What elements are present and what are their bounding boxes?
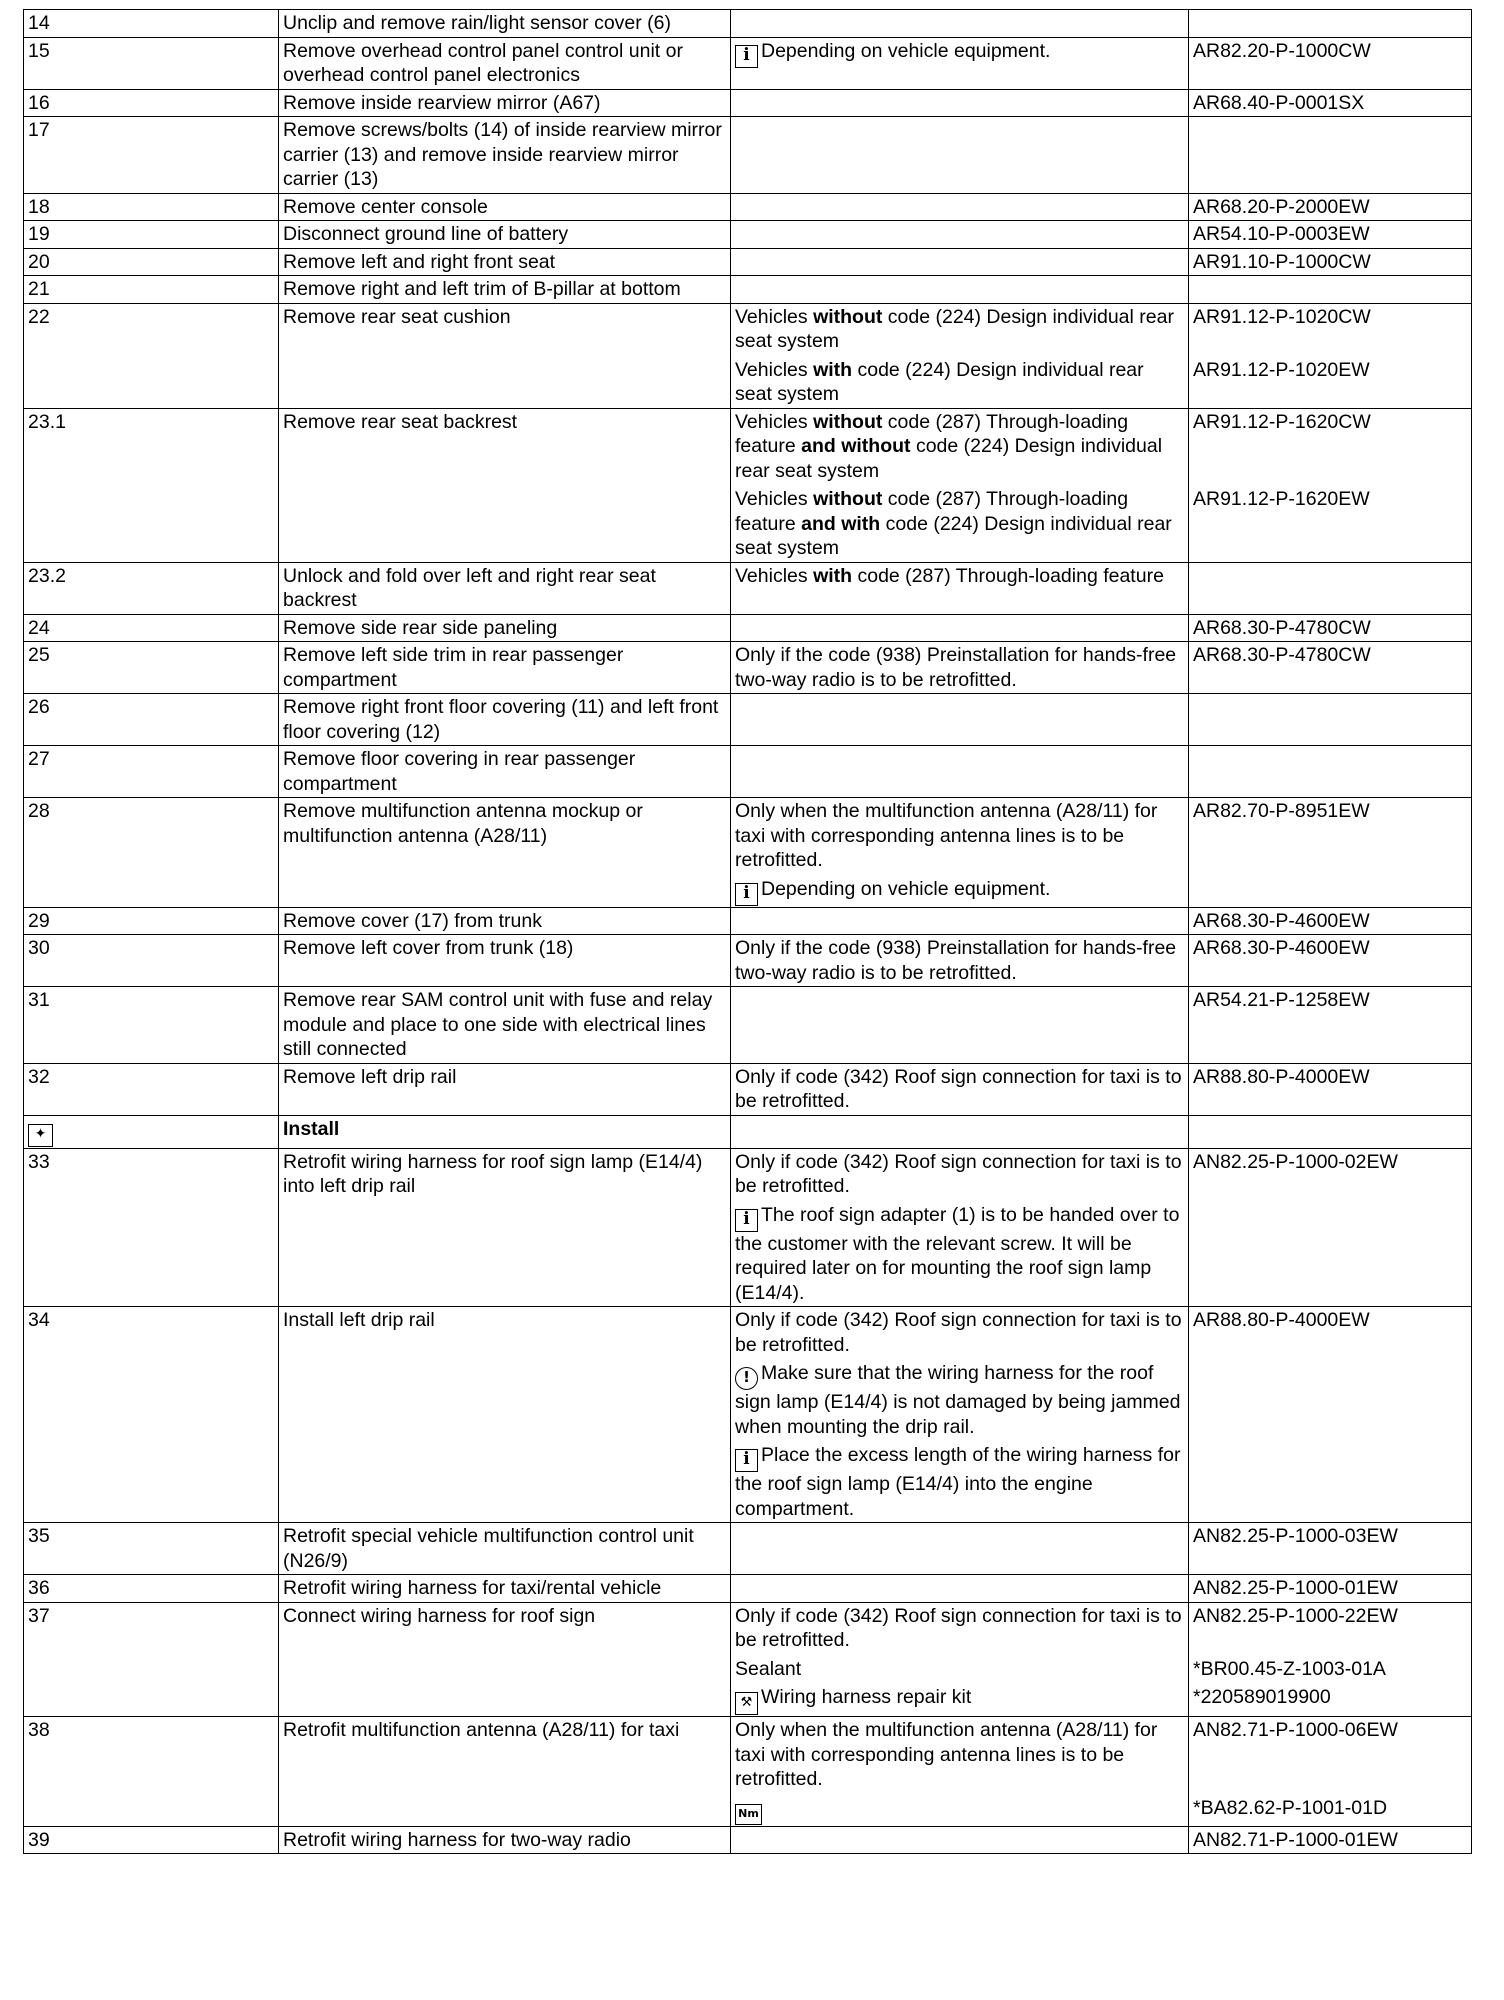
info-icon: i: [735, 1449, 758, 1472]
note-text: Only when the multifunction antenna (A28/11) for taxi with corresponding antenna lines is to be retrofitted.: [735, 800, 1158, 871]
step-action-text: Install: [283, 1117, 340, 1140]
step-number-text: 27: [28, 748, 50, 770]
step-notes: [731, 935, 1189, 987]
note-line: [735, 1361, 1185, 1439]
step-number-text: 30: [28, 937, 50, 959]
step-notes: [731, 10, 1189, 38]
step-action-text: Unlock and fold over left and right rear seat backrest: [283, 564, 656, 611]
step-action-text: Remove right front floor covering (11) and left front floor covering (12): [283, 696, 719, 743]
step-reference: [1189, 1063, 1472, 1115]
note-line: [735, 39, 1185, 68]
note-line: [735, 1718, 1185, 1792]
info-icon: i: [735, 45, 758, 68]
note-text: code (224) Design individual rear seat system: [735, 435, 1163, 482]
reference-code: AN82.71-P-1000-01EW: [1193, 1828, 1398, 1851]
table-row: [24, 303, 1472, 408]
step-number-text: 20: [28, 250, 50, 273]
step-notes: [731, 221, 1189, 249]
note-line: [735, 358, 1185, 407]
step-action: [279, 1115, 731, 1148]
note-line: [735, 1657, 1185, 1682]
reference-code: *220589019900: [1193, 1686, 1331, 1708]
step-action: [279, 907, 731, 935]
step-number: [24, 276, 279, 304]
step-number: [24, 1575, 279, 1603]
note-text: Vehicles: [735, 488, 814, 510]
note-line: [735, 1604, 1185, 1653]
step-number-text: 23.1: [28, 410, 66, 433]
step-action: [279, 614, 731, 642]
note-text: code (224) Design individual rear seat system: [735, 512, 1172, 559]
step-action-text: Unclip and remove rain/light sensor cover (6): [283, 12, 672, 34]
reference-code: AR91.10-P-1000CW: [1193, 250, 1371, 273]
note-text: code (224) Design individual rear seat system: [735, 358, 1144, 405]
reference-code: *BR00.45-Z-1003-01A: [1193, 1657, 1386, 1680]
table-row: [24, 221, 1472, 249]
note-text: Only if code (342) Roof sign connection for taxi is to be retrofitted.: [735, 1150, 1182, 1197]
step-action-text: Remove rear seat cushion: [283, 305, 511, 328]
step-reference: [1189, 248, 1472, 276]
step-action: [279, 1575, 731, 1603]
step-action-text: Remove cover (17) from trunk: [283, 909, 542, 932]
step-number-text: 32: [28, 1065, 50, 1088]
step-action-text: Retrofit wiring harness for two-way radio: [283, 1828, 631, 1851]
step-reference: [1189, 1307, 1472, 1523]
step-number: [24, 935, 279, 987]
note-text: Depending on vehicle equipment.: [761, 877, 1051, 900]
step-action-text: Retrofit wiring harness for roof sign lamp (E14/4) into left drip rail: [283, 1150, 703, 1197]
table-row: [24, 694, 1472, 746]
reference-code: AR68.30-P-4600EW: [1193, 909, 1370, 932]
note-text: The roof sign adapter (1) is to be handed over to the customer with the relevant screw. It will be required later on for mounting the roof sign lamp (E14/4).: [735, 1203, 1180, 1304]
step-reference: [1189, 1115, 1472, 1148]
table-row: [24, 276, 1472, 304]
step-action: [279, 1826, 731, 1854]
step-action: [279, 798, 731, 908]
step-notes: [731, 1826, 1189, 1854]
reference-code: AR88.80-P-4000EW: [1193, 1065, 1370, 1088]
step-number: [24, 694, 279, 746]
step-reference: [1189, 37, 1472, 89]
step-number: [24, 987, 279, 1064]
step-action: [279, 1523, 731, 1575]
reference-code: AR91.12-P-1020CW: [1193, 305, 1371, 328]
step-number-text: 25: [28, 644, 50, 666]
table-row: [24, 1602, 1472, 1717]
reference-code: AN82.25-P-1000-22EW: [1193, 1604, 1398, 1627]
step-number: [24, 89, 279, 117]
reference-code: AN82.71-P-1000-06EW: [1193, 1719, 1398, 1741]
step-action-text: Remove multifunction antenna mockup or multifunction antenna (A28/11): [283, 800, 643, 847]
step-notes: [731, 907, 1189, 935]
reference-code: AR82.20-P-1000CW: [1193, 39, 1371, 62]
step-notes: [731, 117, 1189, 194]
step-number: [24, 1717, 279, 1827]
step-action: [279, 694, 731, 746]
step-number-text: 23.2: [28, 564, 66, 587]
note-text: Only if the code (938) Preinstallation for hands-free two-way radio is to be retrofitted.: [735, 644, 1177, 691]
step-number-text: 38: [28, 1719, 50, 1741]
step-reference: [1189, 1148, 1472, 1307]
step-reference: [1189, 193, 1472, 221]
tool-icon: ⚒: [735, 1692, 758, 1715]
step-notes: [731, 1148, 1189, 1307]
table-row: [24, 1523, 1472, 1575]
warning-icon: !: [735, 1367, 758, 1390]
reference-code: AR68.30-P-4600EW: [1193, 937, 1370, 959]
step-reference: [1189, 1826, 1472, 1854]
reference-code: AR68.30-P-4780CW: [1193, 644, 1371, 666]
step-reference: [1189, 907, 1472, 935]
step-action-text: Remove center console: [283, 195, 488, 218]
step-number: [24, 1523, 279, 1575]
reference-code: *BA82.62-P-1001-01D: [1193, 1796, 1388, 1819]
note-text: without: [813, 488, 883, 510]
note-line: [735, 1308, 1185, 1357]
step-number-text: 26: [28, 696, 50, 718]
step-action-text: Retrofit wiring harness for taxi/rental vehicle: [283, 1577, 662, 1599]
table-row: [24, 1717, 1472, 1827]
step-reference: [1189, 408, 1472, 562]
note-line: [735, 1685, 1185, 1715]
step-action-text: Remove left side trim in rear passenger compartment: [283, 644, 624, 691]
step-action: [279, 221, 731, 249]
step-action: [279, 1602, 731, 1717]
note-line: [735, 1796, 1185, 1825]
step-notes: [731, 1523, 1189, 1575]
note-text: Place the excess length of the wiring harness for the roof sign lamp (E14/4) into the engine compartment.: [735, 1444, 1181, 1520]
step-action-text: Remove floor covering in rear passenger compartment: [283, 748, 636, 795]
reference-code: AR54.10-P-0003EW: [1193, 223, 1370, 245]
step-number-text: 37: [28, 1604, 50, 1627]
step-reference: [1189, 1575, 1472, 1603]
note-text: Vehicles: [735, 305, 814, 328]
step-reference: [1189, 694, 1472, 746]
step-reference: [1189, 221, 1472, 249]
note-text: Only if code (342) Roof sign connection for taxi is to be retrofitted.: [735, 1309, 1182, 1356]
step-reference: [1189, 303, 1472, 408]
step-number-text: 33: [28, 1150, 50, 1173]
table-row: [24, 193, 1472, 221]
step-notes: [731, 193, 1189, 221]
note-text: Sealant: [735, 1657, 802, 1680]
step-action: [279, 642, 731, 694]
step-reference: [1189, 1523, 1472, 1575]
reference-code: AR91.12-P-1020EW: [1193, 358, 1370, 381]
step-action-text: Remove rear seat backrest: [283, 410, 518, 433]
note-text: code (287) Through-loading feature: [852, 564, 1164, 587]
note-text: Only if code (342) Roof sign connection for taxi is to be retrofitted.: [735, 1604, 1182, 1651]
step-action: [279, 1307, 731, 1523]
table-row: [24, 907, 1472, 935]
note-line: [735, 410, 1185, 484]
step-reference: [1189, 987, 1472, 1064]
step-number: [24, 10, 279, 38]
step-action: [279, 1717, 731, 1827]
step-notes: [731, 276, 1189, 304]
reference-code: AN82.25-P-1000-01EW: [1193, 1577, 1398, 1599]
table-row: [24, 798, 1472, 908]
step-reference: [1189, 935, 1472, 987]
reference-code: AR68.20-P-2000EW: [1193, 195, 1370, 218]
step-notes: [731, 1115, 1189, 1148]
step-number-text: 17: [28, 119, 50, 141]
step-reference: [1189, 614, 1472, 642]
step-number: [24, 117, 279, 194]
note-text: with: [813, 564, 853, 587]
note-text: code (287) Through-loading feature: [735, 410, 1129, 457]
note-text: Vehicles: [735, 410, 814, 433]
note-text: without: [813, 410, 883, 433]
table-row: [24, 1148, 1472, 1307]
step-reference: [1189, 562, 1472, 614]
table-row: [24, 987, 1472, 1064]
step-notes: [731, 798, 1189, 908]
step-number-text: 29: [28, 909, 50, 932]
step-number: [24, 1602, 279, 1717]
note-text: and without: [801, 435, 911, 457]
procedure-sheet: [23, 9, 1471, 1854]
step-number: [24, 798, 279, 908]
step-number: [24, 303, 279, 408]
step-action: [279, 987, 731, 1064]
step-number-text: 16: [28, 91, 50, 114]
step-reference: [1189, 10, 1472, 38]
note-text: with: [813, 358, 853, 381]
step-reference: [1189, 642, 1472, 694]
step-reference: [1189, 117, 1472, 194]
step-action: [279, 1148, 731, 1307]
table-row: [24, 117, 1472, 194]
step-number-text: 36: [28, 1577, 50, 1599]
note-line: [735, 487, 1185, 561]
step-reference: [1189, 746, 1472, 798]
step-action: [279, 89, 731, 117]
step-number-text: 28: [28, 800, 50, 822]
step-action: [279, 935, 731, 987]
step-number-text: 19: [28, 223, 50, 245]
step-action-text: Retrofit multifunction antenna (A28/11) for taxi: [283, 1719, 680, 1741]
step-number: [24, 1826, 279, 1854]
note-text: Vehicles: [735, 358, 814, 381]
step-number-text: 34: [28, 1309, 50, 1331]
step-number-text: 31: [28, 989, 50, 1011]
step-action: [279, 37, 731, 89]
step-action: [279, 1063, 731, 1115]
step-number-text: 21: [28, 278, 50, 300]
step-action-text: Disconnect ground line of battery: [283, 223, 569, 245]
step-action-text: Remove rear SAM control unit with fuse and relay module and place to one side with electrical lines still connected: [283, 989, 713, 1060]
step-number: [24, 746, 279, 798]
step-number-text: 15: [28, 39, 50, 62]
step-number-text: 22: [28, 305, 50, 328]
note-line: [735, 1150, 1185, 1199]
step-action-text: Remove left and right front seat: [283, 250, 556, 273]
step-action-text: Remove screws/bolts (14) of inside rearview mirror carrier (13) and remove inside rearview mirror carrier (13): [283, 119, 722, 190]
note-text: Only if the code (938) Preinstallation for hands-free two-way radio is to be retrofitted.: [735, 937, 1177, 984]
table-row: [24, 1826, 1472, 1854]
step-number: [24, 614, 279, 642]
step-number: [24, 1307, 279, 1523]
step-action: [279, 276, 731, 304]
step-notes: [731, 248, 1189, 276]
step-action-text: Remove right and left trim of B-pillar at bottom: [283, 278, 681, 300]
table-row: [24, 614, 1472, 642]
note-text: Vehicles: [735, 564, 814, 587]
note-text: Make sure that the wiring harness for the roof sign lamp (E14/4) is not damaged by being jammed when mounting the drip rail.: [735, 1362, 1181, 1438]
step-notes: [731, 1063, 1189, 1115]
info-icon: i: [735, 1209, 758, 1232]
step-notes: [731, 1307, 1189, 1523]
reference-code: AR68.30-P-4780CW: [1193, 616, 1371, 639]
step-action: [279, 408, 731, 562]
step-action-text: Remove inside rearview mirror (A67): [283, 91, 601, 114]
torque-icon: Nm: [735, 1804, 762, 1825]
step-number: [24, 1063, 279, 1115]
reference-code: AN82.25-P-1000-03EW: [1193, 1525, 1398, 1547]
step-action-text: Retrofit special vehicle multifunction control unit (N26/9): [283, 1525, 694, 1572]
step-notes: [731, 37, 1189, 89]
note-line: [735, 877, 1185, 906]
reference-code: AR88.80-P-4000EW: [1193, 1309, 1370, 1331]
step-number: [24, 221, 279, 249]
step-notes: [731, 614, 1189, 642]
step-number: [24, 408, 279, 562]
step-number: [24, 193, 279, 221]
step-notes: [731, 694, 1189, 746]
reference-code: AR82.70-P-8951EW: [1193, 800, 1370, 822]
table-row: [24, 562, 1472, 614]
note-text: Only when the multifunction antenna (A28/11) for taxi with corresponding antenna lines is to be retrofitted.: [735, 1719, 1158, 1790]
step-notes: [731, 1717, 1189, 1827]
step-number: [24, 1115, 279, 1148]
step-reference: [1189, 276, 1472, 304]
table-row: [24, 408, 1472, 562]
step-number: [24, 907, 279, 935]
note-line: [735, 1065, 1185, 1114]
step-number-text: 14: [28, 12, 50, 34]
table-row: [24, 89, 1472, 117]
table-row: [24, 37, 1472, 89]
step-notes: [731, 1602, 1189, 1717]
step-notes: [731, 562, 1189, 614]
step-action: [279, 562, 731, 614]
note-text: and with: [801, 512, 881, 535]
step-number: [24, 562, 279, 614]
note-text: Depending on vehicle equipment.: [761, 39, 1051, 62]
note-line: [735, 1443, 1185, 1521]
step-number: [24, 248, 279, 276]
step-number-text: 18: [28, 195, 50, 218]
step-action-text: Remove left drip rail: [283, 1065, 457, 1088]
step-notes: [731, 89, 1189, 117]
table-row: [24, 10, 1472, 38]
install-icon: ✦: [28, 1124, 53, 1147]
reference-code: AR91.12-P-1620EW: [1193, 488, 1370, 510]
step-number-text: 39: [28, 1828, 50, 1851]
info-icon: i: [735, 883, 758, 906]
table-row: [24, 935, 1472, 987]
reference-code: AR54.21-P-1258EW: [1193, 989, 1370, 1011]
step-number-text: 24: [28, 616, 50, 639]
step-reference: [1189, 89, 1472, 117]
step-number-text: 35: [28, 1525, 50, 1547]
step-action: [279, 193, 731, 221]
step-reference: [1189, 798, 1472, 908]
step-reference: [1189, 1717, 1472, 1827]
table-row: [24, 1575, 1472, 1603]
step-number: [24, 1148, 279, 1307]
step-action-text: Remove left cover from trunk (18): [283, 937, 574, 959]
step-notes: [731, 303, 1189, 408]
note-line: [735, 1203, 1185, 1306]
note-line: [735, 564, 1185, 589]
step-action: [279, 10, 731, 38]
note-line: [735, 643, 1185, 692]
step-notes: [731, 1575, 1189, 1603]
step-action: [279, 303, 731, 408]
step-notes: [731, 408, 1189, 562]
step-action-text: Remove overhead control panel control unit or overhead control panel electronics: [283, 39, 683, 86]
table-row: [24, 746, 1472, 798]
note-text: without: [813, 305, 883, 328]
note-line: [735, 305, 1185, 354]
step-number: [24, 37, 279, 89]
step-number: [24, 642, 279, 694]
step-action-text: Install left drip rail: [283, 1309, 435, 1331]
step-action: [279, 117, 731, 194]
step-action: [279, 248, 731, 276]
note-text: Wiring harness repair kit: [761, 1686, 972, 1708]
step-action: [279, 746, 731, 798]
step-reference: [1189, 1602, 1472, 1717]
note-line: [735, 799, 1185, 873]
note-text: code (224) Design individual rear seat system: [735, 305, 1174, 352]
reference-code: AR91.12-P-1620CW: [1193, 410, 1371, 433]
step-notes: [731, 987, 1189, 1064]
table-row: [24, 1063, 1472, 1115]
note-text: Only if code (342) Roof sign connection for taxi is to be retrofitted.: [735, 1065, 1182, 1112]
table-row: [24, 1115, 1472, 1148]
step-action-text: Remove side rear side paneling: [283, 616, 558, 639]
step-action-text: Connect wiring harness for roof sign: [283, 1604, 596, 1627]
table-row: [24, 248, 1472, 276]
procedure-table: [23, 9, 1472, 1854]
reference-code: AR68.40-P-0001SX: [1193, 91, 1365, 114]
reference-code: AN82.25-P-1000-02EW: [1193, 1150, 1398, 1173]
step-notes: [731, 642, 1189, 694]
table-row: [24, 1307, 1472, 1523]
note-text: code (287) Through-loading feature: [735, 488, 1129, 535]
note-line: [735, 936, 1185, 985]
step-notes: [731, 746, 1189, 798]
table-row: [24, 642, 1472, 694]
procedure-table-body: [24, 10, 1472, 1854]
